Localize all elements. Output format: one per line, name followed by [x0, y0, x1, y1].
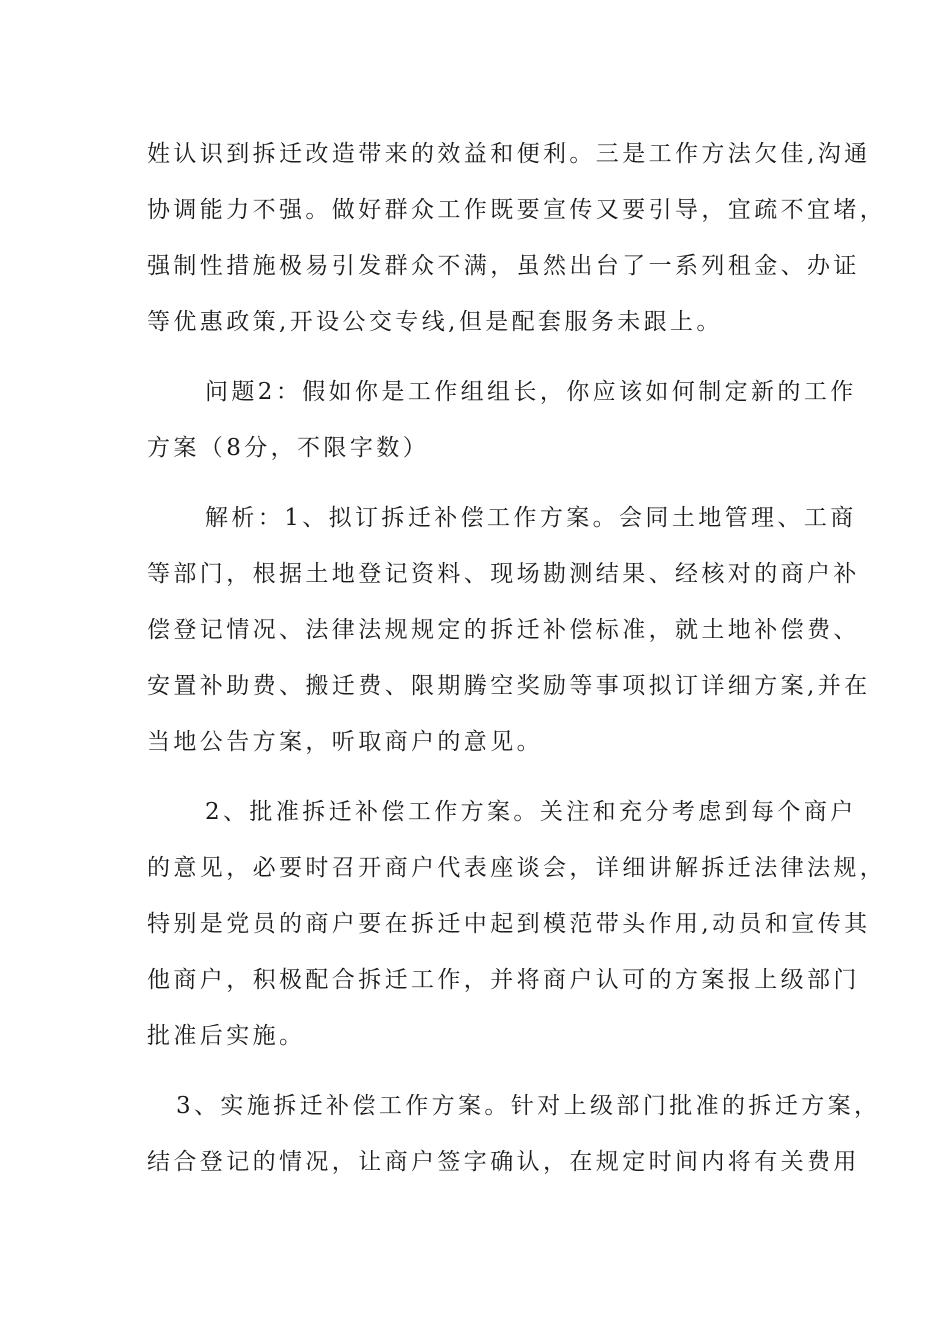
text-line: 他商户，积极配合拆迁工作，并将商户认可的方案报上级部门 [147, 967, 860, 993]
text-line: 当地公告方案，听取商户的意见。 [147, 729, 543, 755]
text-line: 结合登记的情况，让商户签字确认，在规定时间内将有关费用 [147, 1149, 860, 1175]
text-line: 偿登记情况、法律法规规定的拆迁补偿标准，就土地补偿费、 [147, 617, 860, 643]
text-line: 的意见，必要时召开商户代表座谈会，详细讲解拆迁法律法规， [147, 855, 887, 881]
text-line: 方案（8分，不限字数） [147, 435, 430, 461]
text-line: 强制性措施极易引发群众不满，虽然出台了一系列租金、办证 [147, 253, 860, 279]
text-line: 2、批准拆迁补偿工作方案。关注和充分考虑到每个商户 [205, 799, 857, 825]
text-line: 等优惠政策,开设公交专线,但是配套服务未跟上。 [147, 309, 723, 335]
text-line: 问题2：假如你是工作组组长，你应该如何制定新的工作 [205, 379, 857, 405]
text-line: 安置补助费、搬迁费、限期腾空奖励等事项拟订详细方案,并在 [147, 673, 871, 699]
text-line: 姓认识到拆迁改造带来的效益和便利。三是工作方法欠佳,沟通 [147, 141, 871, 167]
text-line: 3、实施拆迁补偿工作方案。针对上级部门批准的拆迁方案， [176, 1093, 881, 1119]
text-line: 等部门，根据土地登记资料、现场勘测结果、经核对的商户补 [147, 561, 860, 587]
text-line: 批准后实施。 [147, 1023, 306, 1049]
text-line: 协调能力不强。做好群众工作既要宣传又要引导，宜疏不宜堵， [147, 197, 887, 223]
text-line: 特别是党员的商户要在拆迁中起到模范带头作用,动员和宣传其 [147, 911, 871, 937]
text-line: 解析：1、拟订拆迁补偿工作方案。会同土地管理、工商 [205, 505, 857, 531]
